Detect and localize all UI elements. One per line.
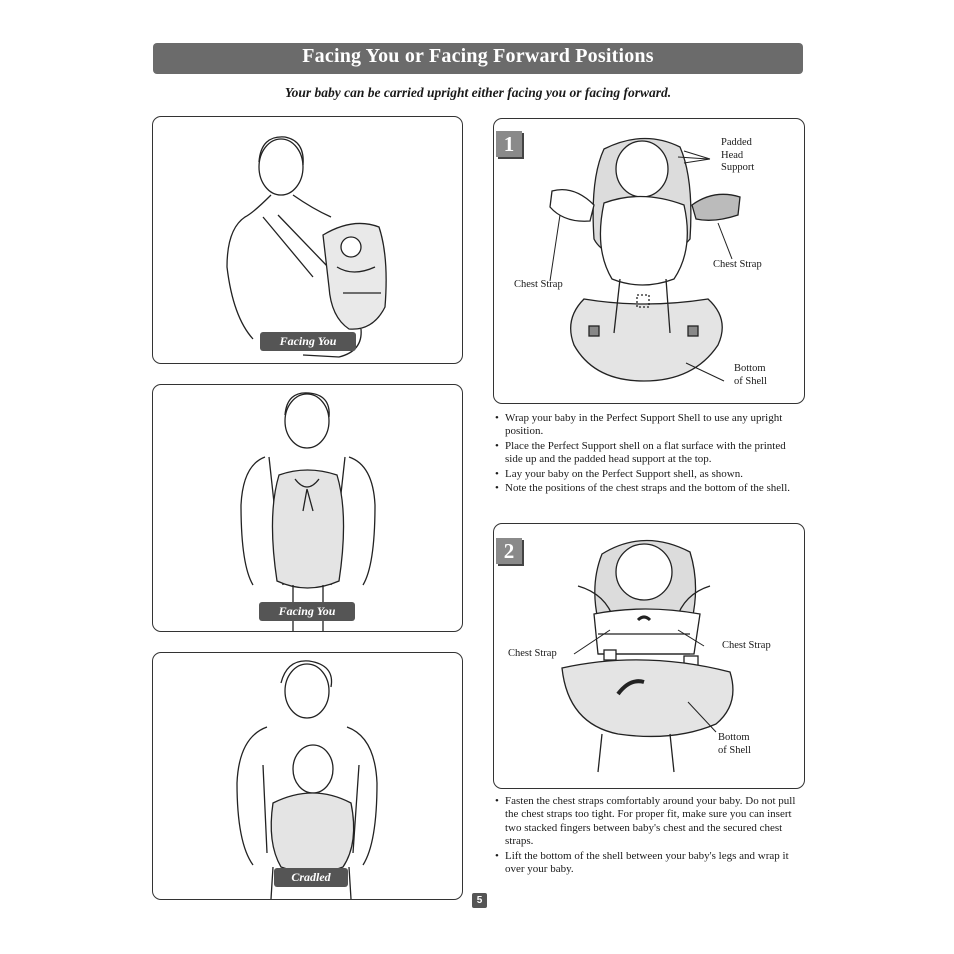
- label-padded-head-support: Padded Head Support: [721, 137, 755, 173]
- mother-baby-cradled-drawing: [153, 653, 462, 899]
- label-chest-strap-left-1: Chest Strap: [514, 279, 563, 290]
- step-1-number: 1: [496, 131, 522, 157]
- step-2-panel: [493, 523, 805, 789]
- page-title: Facing You or Facing Forward Positions: [302, 45, 654, 67]
- caption-facing-you-1: Facing You: [260, 332, 356, 351]
- caption-facing-you-2: Facing You: [259, 602, 355, 621]
- subtitle: Your baby can be carried upright either facing you or facing forward.: [284, 85, 672, 100]
- step-2-instructions: [495, 795, 803, 877]
- list-item: • Lay your baby on the Perfect Support shell, as shown.: [495, 468, 803, 481]
- label-chest-strap-left-2: Chest Strap: [508, 648, 557, 659]
- illustration-cradled: [152, 652, 463, 900]
- label-chest-strap-right-2: Chest Strap: [722, 640, 771, 651]
- list-item: • Note the positions of the chest straps and the bottom of the shell.: [495, 482, 803, 495]
- step-1-instructions: [495, 412, 803, 496]
- label-bottom-of-shell-1: Bottom of Shell: [734, 363, 767, 387]
- label-bottom-of-shell-2: Bottom of Shell: [718, 732, 751, 756]
- mother-carrier-front-drawing: [153, 385, 462, 631]
- label-chest-strap-right-1: Chest Strap: [713, 259, 762, 270]
- list-item: • Wrap your baby in the Perfect Support Shell to use any upright position.: [495, 412, 803, 439]
- list-item: • Fasten the chest straps comfortably around your baby. Do not pull the chest straps too tight. For proper fit, make sure you can insert two stacked fingers between baby's chest and the secured chest straps.: [495, 795, 803, 849]
- page-number: 5: [472, 893, 487, 908]
- step-1-panel: [493, 118, 805, 404]
- illustration-facing-you-2: [152, 384, 463, 632]
- list-item: • Lift the bottom of the shell between your baby's legs and wrap it over your baby.: [495, 850, 803, 877]
- list-item: • Place the Perfect Support shell on a flat surface with the printed side up and the padded head support at the top.: [495, 440, 803, 467]
- illustration-facing-you-1: [152, 116, 463, 364]
- mother-baby-facing-you-drawing: [153, 117, 462, 363]
- step-2-number: 2: [496, 538, 522, 564]
- title-bar: [153, 43, 803, 74]
- caption-cradled: Cradled: [274, 868, 348, 887]
